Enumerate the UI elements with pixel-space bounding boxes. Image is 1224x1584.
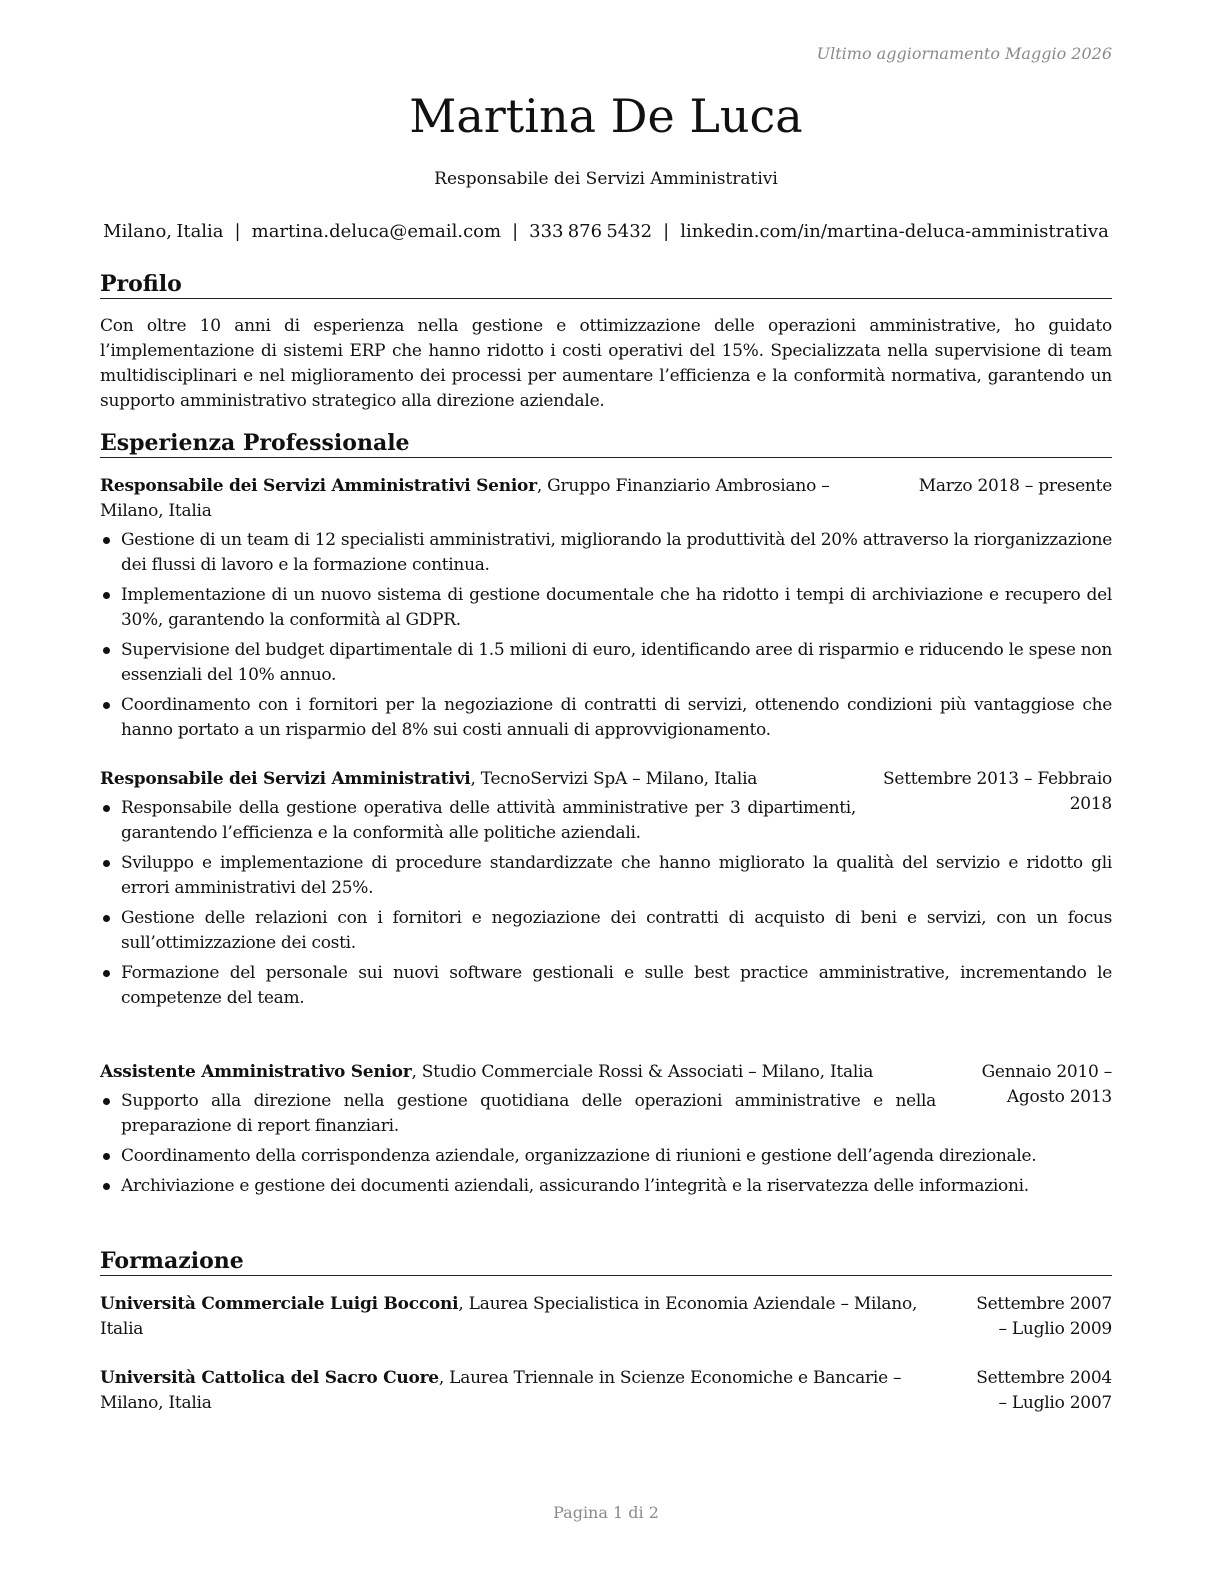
experience-company: , TecnoServizi SpA – Milano, Italia (470, 769, 758, 789)
experience-role: Responsabile dei Servizi Amministrativi (100, 769, 471, 789)
list-item (100, 583, 1112, 633)
bullet-icon (103, 702, 110, 709)
contact-separator: | (663, 221, 670, 242)
bullet-text: Archiviazione e gestione dei documenti aziendali, assicurando l’integrità e la riservatezza delle informazioni. (121, 1176, 1029, 1196)
education-degree: , Laurea Triennale in Scienze Economiche e Bancarie – Milano, Italia (100, 1368, 902, 1413)
experience-dates: Settembre 2013 – Febbraio 2018 (883, 769, 1112, 814)
bullet-text: Formazione del personale sui nuovi software gestionali e sulle best practice amministrative, incrementando le competenze del team. (121, 963, 1112, 1008)
list-item (100, 961, 1112, 1011)
experience-bullets (100, 1089, 1112, 1199)
bullet-icon (103, 860, 110, 867)
bullet-text: Coordinamento della corrispondenza aziendale, organizzazione di riunioni e gestione dell’agenda direzionale. (121, 1146, 1037, 1166)
bullet-icon (103, 915, 110, 922)
experience-entry-header (100, 767, 1112, 814)
list-item (100, 906, 1112, 956)
experience-entry-header (100, 1060, 1112, 1107)
list-item (100, 1144, 1112, 1169)
page-number: Pagina 1 di 2 (553, 1503, 659, 1522)
list-item (100, 528, 1112, 578)
contact-email-link[interactable]: martina.deluca@email.com (251, 221, 502, 242)
list-item (100, 1174, 1112, 1199)
list-item (100, 1089, 1112, 1139)
bullet-icon (103, 537, 110, 544)
contact-linkedin-link[interactable]: linkedin.com/in/martina-deluca-amministrativa (680, 221, 1109, 242)
bullet-icon (103, 1098, 110, 1105)
list-item (100, 851, 1112, 901)
section-title-experience: Esperienza Professionale (100, 429, 1112, 458)
education-entry-header (100, 1366, 1112, 1416)
contact-location: Milano, Italia (103, 221, 224, 242)
experience-entry (100, 474, 1112, 748)
candidate-name: Martina De Luca (409, 89, 803, 143)
bullet-icon (103, 1183, 110, 1190)
experience-entry-header (100, 474, 1112, 524)
last-updated: Ultimo aggiornamento Maggio 2026 (816, 44, 1112, 63)
education-degree: , Laurea Specialistica in Economia Aziendale – Milano, Italia (100, 1294, 918, 1339)
education-school: Università Commerciale Luigi Bocconi (100, 1294, 459, 1314)
bullet-text: Gestione delle relazioni con i fornitori e negoziazione dei contratti di acquisto di beni e servizi, con un focus sull’ottimizzazione dei costi. (121, 908, 1112, 953)
list-item (100, 638, 1112, 688)
education-entry (100, 1292, 1112, 1342)
contact-phone: 333 876 5432 (529, 221, 653, 242)
experience-company: , Gruppo Finanziario Ambrosiano – Milano, Italia (100, 476, 830, 521)
bullet-text: Supporto alla direzione nella gestione quotidiana delle operazioni amministrative e nella preparazione di report finanziari. (121, 1091, 936, 1136)
experience-role: Responsabile dei Servizi Amministrativi Senior (100, 476, 537, 496)
experience-role: Assistente Amministrativo Senior (100, 1062, 412, 1082)
resume-page (100, 0, 1112, 1584)
education-entry-header (100, 1292, 1112, 1342)
experience-entry (100, 1060, 1112, 1204)
list-item (100, 693, 1112, 743)
section-title-profile: Profilo (100, 270, 1112, 299)
contact-separator: | (234, 221, 241, 242)
list-item (100, 796, 1112, 846)
section-title-education: Formazione (100, 1247, 1112, 1276)
education-school: Università Cattolica del Sacro Cuore (100, 1368, 439, 1388)
experience-bullets (100, 796, 1112, 1011)
experience-dates: Gennaio 2010 – Agosto 2013 (981, 1062, 1112, 1107)
bullet-text: Sviluppo e implementazione di procedure standardizzate che hanno migliorato la qualità del servizio e ridotto gli errori amministrativi del 25%. (121, 853, 1112, 898)
bullet-text: Gestione di un team di 12 specialisti amministrativi, migliorando la produttività del 20% attraverso la riorganizzazione dei flussi di lavoro e la formazione continua. (121, 530, 1112, 575)
experience-bullets (100, 528, 1112, 743)
experience-entry (100, 767, 1112, 1016)
contact-line (92, 219, 1120, 245)
bullet-icon (103, 592, 110, 599)
experience-dates: Marzo 2018 – presente (918, 476, 1112, 496)
job-title: Responsabile dei Servizi Amministrativi (434, 169, 778, 189)
bullet-text: Coordinamento con i fornitori per la negoziazione di contratti di servizi, ottenendo condizioni più vantaggiose che hanno portato a un risparmio del 8% sui costi annuali di approvvigionamento. (121, 695, 1112, 740)
education-entry (100, 1366, 1112, 1416)
experience-company: , Studio Commerciale Rossi & Associati – Milano, Italia (411, 1062, 874, 1082)
contact-separator: | (512, 221, 519, 242)
bullet-icon (103, 805, 110, 812)
profile-summary: Con oltre 10 anni di esperienza nella gestione e ottimizzazione delle operazioni amministrative, ho guidato l’implementazione di sistemi ERP che hanno ridotto i costi operativi del 15%. Specializzata nella supervisione di team multidisciplinari e nel miglioramento dei processi per aumentare l’efficienza e la conformità normativa, garantendo un supporto amministrativo strategico alla direzione aziendale. (100, 316, 1112, 411)
bullet-icon (103, 970, 110, 977)
bullet-text: Implementazione di un nuovo sistema di gestione documentale che ha ridotto i tempi di archiviazione e recupero del 30%, garantendo la conformità al GDPR. (121, 585, 1112, 630)
bullet-icon (103, 1153, 110, 1160)
bullet-text: Supervisione del budget dipartimentale di 1.5 milioni di euro, identificando aree di risparmio e riducendo le spese non essenziali del 10% annuo. (121, 640, 1112, 685)
education-dates: Settembre 2007 – Luglio 2009 (976, 1294, 1112, 1339)
bullet-text: Responsabile della gestione operativa delle attività amministrative per 3 dipartimenti, garantendo l’efficienza e la conformità alle politiche aziendali. (121, 798, 856, 843)
education-dates: Settembre 2004 – Luglio 2007 (976, 1368, 1112, 1413)
bullet-icon (103, 647, 110, 654)
